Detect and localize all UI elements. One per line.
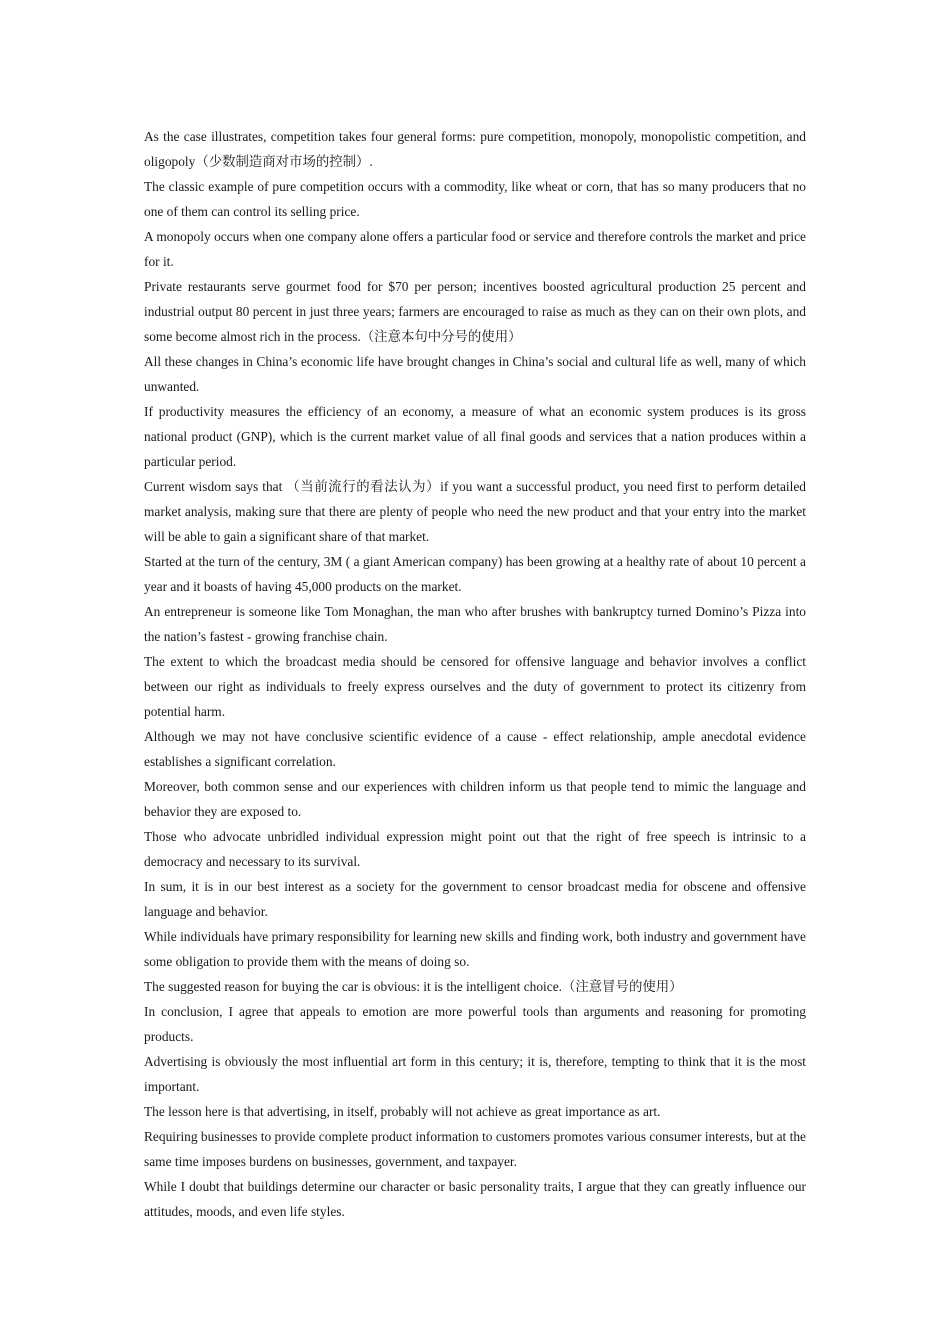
paragraph-17: In conclusion, I agree that appeals to emotion are more powerful tools than arguments and reasoning for promoting products.: [144, 1004, 806, 1044]
paragraph-15: While individuals have primary responsibility for learning new skills and finding work, both industry and government have some obligation to provide them with the means of doing so.: [144, 929, 806, 969]
paragraph-2: The classic example of pure competition occurs with a commodity, like wheat or corn, that has so many producers that no one of them can control its selling price.: [144, 179, 806, 219]
paragraph-11: Although we may not have conclusive scientific evidence of a cause - effect relationship, ample anecdotal evidence establishes a significant correlation.: [144, 729, 806, 769]
paragraph-20: Requiring businesses to provide complete product information to customers promotes various consumer interests, but at the same time imposes burdens on businesses, government, and taxpayer.: [144, 1129, 806, 1169]
paragraph-12: Moreover, both common sense and our experiences with children inform us that people tend to mimic the language and behavior they are exposed to.: [144, 779, 806, 819]
paragraph-19: The lesson here is that advertising, in itself, probably will not achieve as great importance as art.: [144, 1104, 661, 1119]
paragraph-3: A monopoly occurs when one company alone offers a particular food or service and therefore controls the market and price for it.: [144, 229, 806, 269]
document-page: [144, 124, 806, 1224]
paragraph-16: The suggested reason for buying the car is obvious: it is the intelligent choice.（注意冒号的使用）: [144, 979, 683, 994]
paragraph-6: If productivity measures the efficiency of an economy, a measure of what an economic system produces is its gross national product (GNP), which is the current market value of all final goods and services that a nation produces within a particular period.: [144, 404, 806, 469]
paragraph-1: As the case illustrates, competition takes four general forms: pure competition, monopoly, monopolistic competition, and oligopoly（少数制造商对市场的控制）.: [144, 129, 806, 169]
paragraph-8: Started at the turn of the century, 3M ( a giant American company) has been growing at a healthy rate of about 10 percent a year and it boasts of having 45,000 products on the market.: [144, 554, 806, 594]
paragraph-7: Current wisdom says that （当前流行的看法认为）if you want a successful product, you need first to perform detailed market analysis, making sure that there are plenty of people who need the new product and that your entry into the market will be able to gain a significant share of that market.: [144, 479, 806, 544]
paragraph-5: All these changes in China’s economic life have brought changes in China’s social and cultural life as well, many of which unwanted.: [144, 354, 806, 394]
paragraph-4: Private restaurants serve gourmet food for $70 per person; incentives boosted agricultural production 25 percent and industrial output 80 percent in just three years; farmers are encouraged to raise as much as they can on their own plots, and some become almost rich in the process.（注意本句中分号的使用）: [144, 279, 806, 344]
paragraph-10: The extent to which the broadcast media should be censored for offensive language and behavior involves a conflict between our right as individuals to freely express ourselves and the duty of government to protect its citizenry from potential harm.: [144, 654, 806, 719]
paragraph-21: While I doubt that buildings determine our character or basic personality traits, I argue that they can greatly influence our attitudes, moods, and even life styles.: [144, 1179, 806, 1219]
paragraph-9: An entrepreneur is someone like Tom Monaghan, the man who after brushes with bankruptcy turned Domino’s Pizza into the nation’s fastest - growing franchise chain.: [144, 604, 806, 644]
paragraph-18: Advertising is obviously the most influential art form in this century; it is, therefore, tempting to think that it is the most important.: [144, 1054, 806, 1094]
paragraph-14: In sum, it is in our best interest as a society for the government to censor broadcast media for obscene and offensive language and behavior.: [144, 879, 806, 919]
paragraph-13: Those who advocate unbridled individual expression might point out that the right of free speech is intrinsic to a democracy and necessary to its survival.: [144, 829, 806, 869]
